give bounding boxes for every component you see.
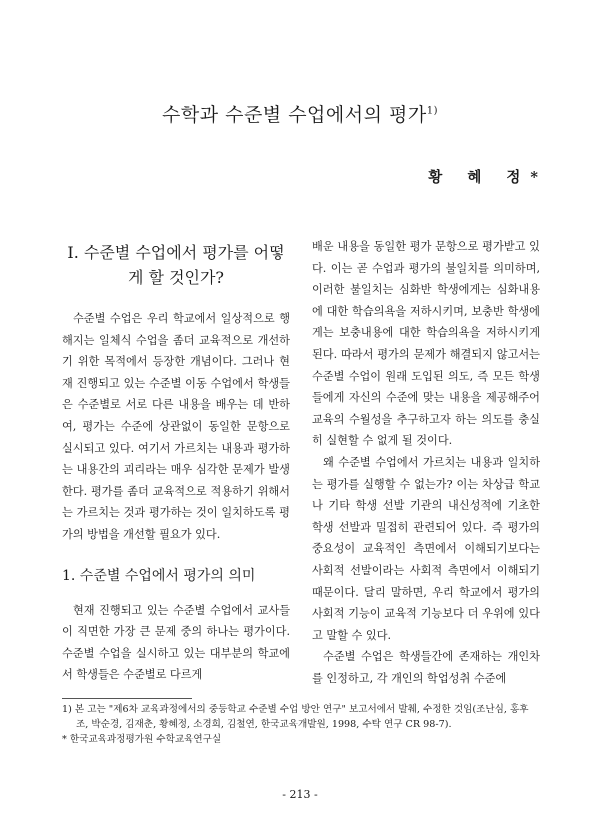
right-paragraph-3: 수준별 수업은 학생들간에 존재하는 개인차를 인정하고, 각 개인의 학업성취 수준에 <box>312 650 540 685</box>
right-paragraph-2: 왜 수준별 수업에서 가르치는 내용과 일치하는 평가를 실행할 수 없는가? 이는 차상급 학교나 기타 학생 선발 기관의 내신성적에 기초한 학생 선발과 밀접히 관련되어 있다. 즉 평가의 중요성이 교육적인 측면에서 이해되기보다는 사회적 선발이라는 사회적 측면에서 이해되기 때문이다. 달리 말하면, 우리 학교에서 평가의 사회적 기능이 교육적 기능보다 더 우위에 있다고 말할 수 있다. <box>312 455 540 642</box>
paper-title <box>0 100 600 127</box>
page-number: - 213 - <box>282 788 318 801</box>
left-paragraph-1: 수준별 수업은 우리 학교에서 일상적으로 행해지는 일체식 수업을 좀더 교육적으로 개선하기 위한 목적에서 등장한 개념이다. 그러나 현재 진행되고 있는 수준별 이동 수업에서 학생들은 수준별로 서로 다른 내용을 배우는 데 반하여, 평가는 수준에 상관없이 동일한 문항으로 실시되고 있다. 여기서 가르치는 내용과 평가하는 내용간의 괴리라는 매우 심각한 문제가 발생한다. 평가를 좀더 교육적으로 적용하기 위해서는 가르치는 것과 평가하는 것이 일치하도록 평가의 방법을 개선할 필요가 있다. <box>62 312 290 541</box>
right-column <box>312 236 540 689</box>
footnote-divider <box>62 698 192 699</box>
right-paragraph-1: 배운 내용을 동일한 평가 문항으로 평가받고 있다. 이는 곧 수업과 평가의 불일치를 의미하며, 이러한 불일치는 심화반 학생에게는 심화내용에 대한 학습의욕을 저하시키며, 보충반 학생에게는 보충내용에 대한 학습의욕을 저하시키게 된다. 따라서 평가의 문제가 해결되지 않고서는 수준별 수업이 원래 도입된 의도, 즉 모든 학생들에게 자신의 수준에 맞는 내용을 제공해주어 교육의 수월성을 추구하고자 하는 의도를 충실히 실현할 수 없게 될 것이다. <box>312 240 540 448</box>
left-column <box>62 236 290 686</box>
footnotes <box>62 702 540 747</box>
title-text: 수학과 수준별 수업에서의 평가 <box>162 104 427 126</box>
title-footnote-mark: 1) <box>426 105 438 117</box>
author-name: 황 혜 정 <box>428 169 531 186</box>
footnote-2: * 한국교육과정평가원 수학교육연구실 <box>62 734 222 745</box>
subsection-heading: 1. 수준별 수업에서 평가의 의미 <box>62 567 256 584</box>
left-paragraph-2: 현재 진행되고 있는 수준별 수업에서 교사들이 직면한 가장 큰 문제 중의 하나는 평가이다. 수준별 수업을 실시하고 있는 대부분의 학교에서 학생들은 수준별로 다르게 <box>62 603 290 682</box>
footnote-1: 1) 본 고는 "제6차 교육과정에서의 중등학교 수준별 수업 방안 연구" 보고서에서 발췌, 수정한 것임(조난심, 홍후조, 박순경, 김재춘, 황혜정, 소경희, 김철연, 한국교육개발원, 1998, 수탁 연구 CR 98-7). <box>62 704 529 730</box>
section-heading: I. 수준별 수업에서 평가를 어떻게 할 것인가? <box>67 243 285 287</box>
author-mark: * <box>530 169 538 186</box>
author <box>428 166 538 187</box>
